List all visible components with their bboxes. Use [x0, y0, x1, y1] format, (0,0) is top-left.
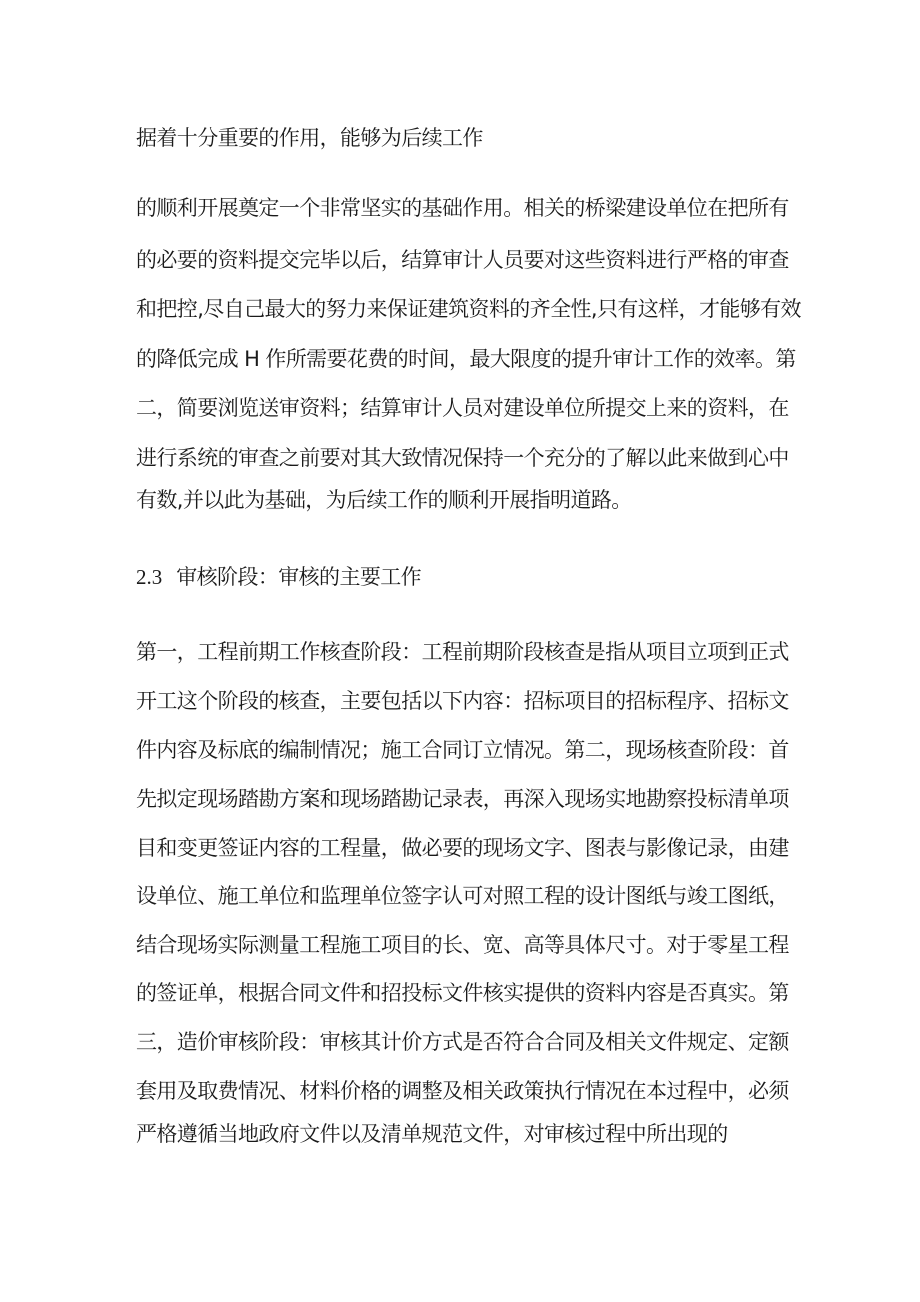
paragraph-1-line-4: 的降低完成 H 作所需要花费的时间，最大限度的提升审计工作的效率。第: [136, 347, 796, 371]
paragraph-1-line-6: 进行系统的审查之前要对其大致情况保持一个充分的了解以此来做到心中: [136, 446, 789, 470]
paragraph-1-line-3: 和把控,尽自己最大的努力来保证建筑资料的齐全性,只有这样，才能够有效: [136, 297, 801, 321]
paragraph-2-line-7: 结合现场实际测量工程施工项目的长、宽、高等具体尺寸。对于零星工程: [136, 933, 789, 957]
paragraph-2-line-3: 件内容及标底的编制情况；施工合同订立情况。第二，现场核查阶段：首: [136, 738, 789, 762]
paragraph-intro-line: 据着十分重要的作用，能够为后续工作: [136, 126, 483, 150]
paragraph-1-line-7: 有数,并以此为基础，为后续工作的顺利开展指明道路。: [136, 488, 632, 512]
paragraph-2-line-8: 的签证单，根据合同文件和招投标文件核实提供的资料内容是否真实。第: [136, 981, 789, 1005]
section-number: 2.3: [136, 565, 163, 589]
paragraph-2-line-10: 套用及取费情况、材料价格的调整及相关政策执行情况在本过程中，必须: [136, 1079, 789, 1103]
section-heading: [136, 567, 421, 588]
paragraph-1-line-2: 的必要的资料提交完毕以后，结算审计人员要对这些资料进行严格的审查: [136, 248, 789, 272]
paragraph-1-line-1: 的顺利开展奠定一个非常坚实的基础作用。相关的桥梁建设单位在把所有: [136, 196, 789, 220]
paragraph-1-line-5: 二，简要浏览送审资料；结算审计人员对建设单位所提交上来的资料，在: [136, 396, 789, 420]
paragraph-2-line-9: 三，造价审核阶段：审核其计价方式是否符合合同及相关文件规定、定额: [136, 1030, 789, 1054]
paragraph-2-line-1: 第一，工程前期工作核查阶段：工程前期阶段核查是指从项目立项到正式: [136, 640, 789, 664]
paragraph-2-line-5: 目和变更签证内容的工程量，做必要的现场文字、图表与影像记录，由建: [136, 836, 789, 860]
paragraph-2-line-6: 设单位、施工单位和监理单位签字认可对照工程的设计图纸与竣工图纸，: [136, 884, 789, 908]
paragraph-2-line-11: 严格遵循当地政府文件以及清单规范文件，对审核过程中所出现的: [136, 1122, 728, 1146]
paragraph-2-line-2: 开工这个阶段的核查，主要包括以下内容：招标项目的招标程序、招标文: [136, 689, 789, 713]
section-title: 审核阶段：审核的主要工作: [176, 565, 422, 589]
paragraph-2-line-4: 先拟定现场踏勘方案和现场踏勘记录表，再深入现场实地勘察投标清单项: [136, 787, 789, 811]
